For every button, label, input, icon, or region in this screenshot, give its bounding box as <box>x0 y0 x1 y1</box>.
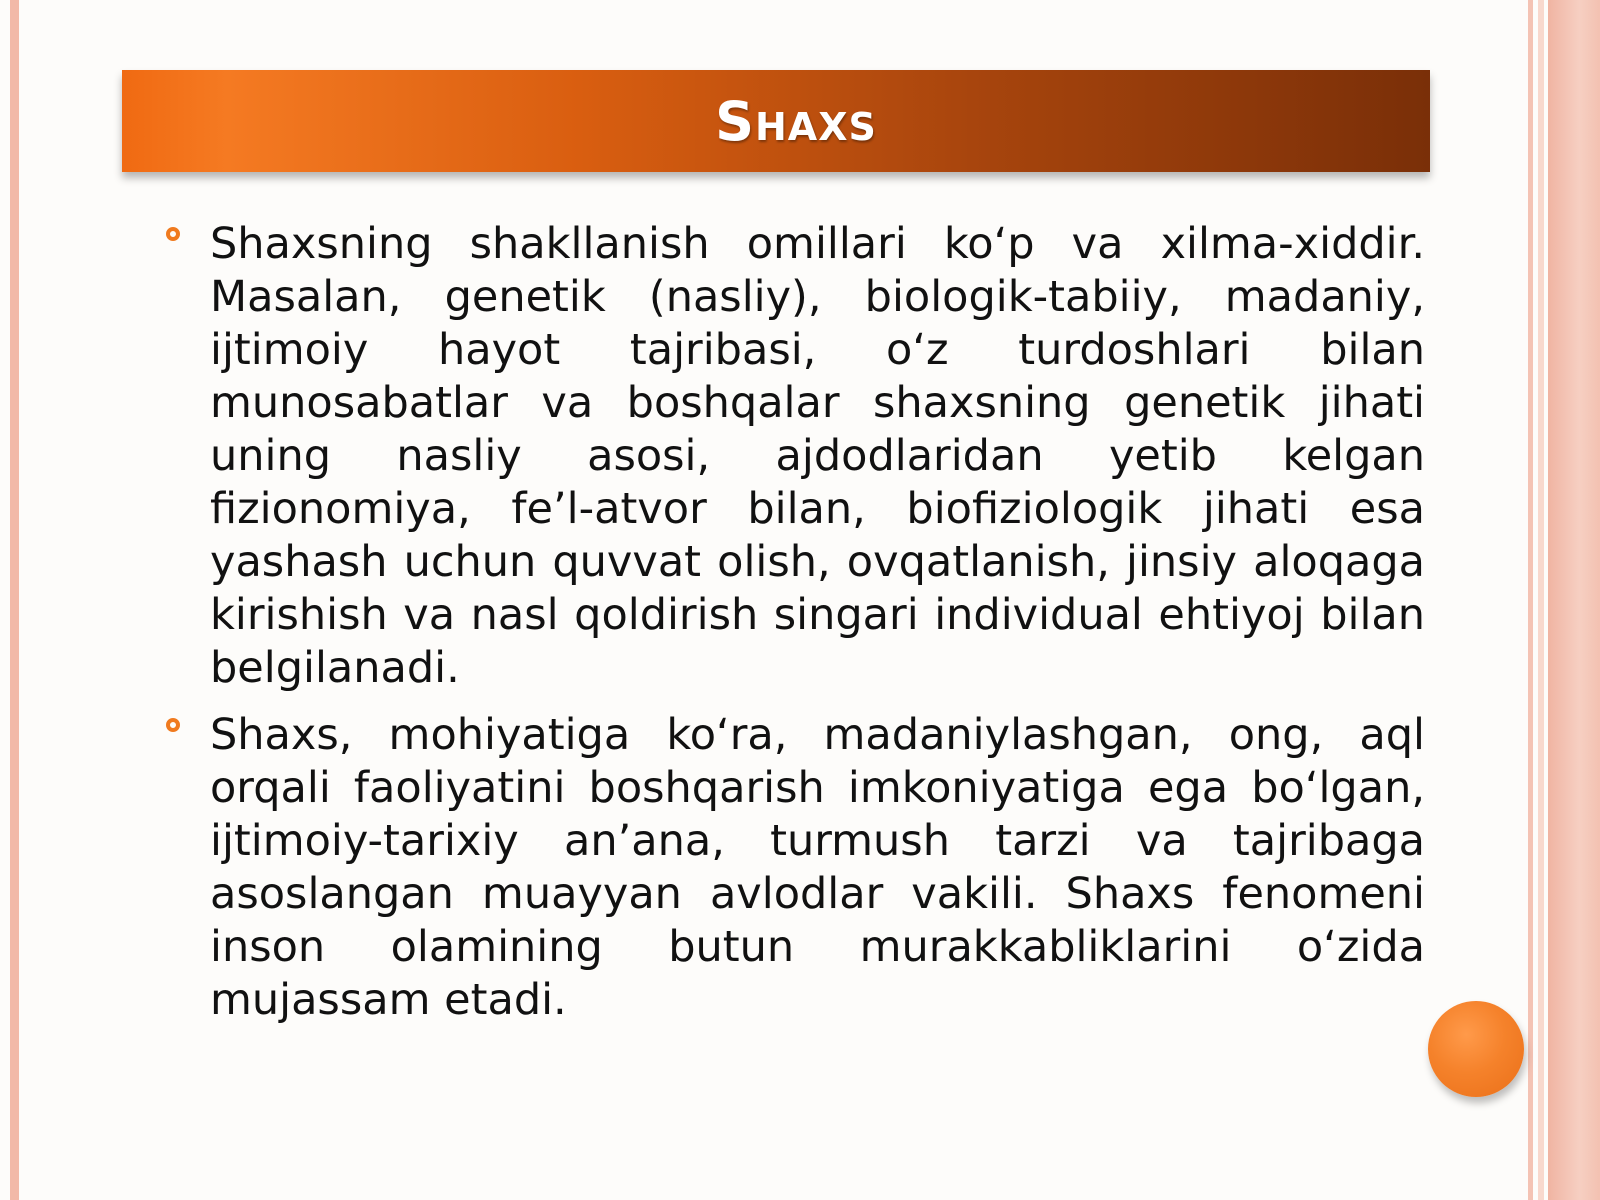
bullet-item <box>160 218 1425 695</box>
slide-body <box>160 218 1425 1041</box>
bullet-text: Shaxsning shakllanish omillari ko‘p va xilma-xiddir. Masalan, genetik (nasliy), biologik-tabiiy, madaniy, ijtimoiy hayot tajribasi, o‘z turdoshlari bilan munosabatlar va boshqalar shaxsning genetik jihati uning nasliy asosi, ajdodlaridan yetib kelgan fizionomiya, fe’l-atvor bilan, biofiziologik jihati esa yashash uchun quvvat olish, ovqatlanish, jinsiy aloqaga kirishish va nasl qoldirish singari individual ehtiyoj bilan belgilanadi. <box>210 219 1425 693</box>
right-border-line-inner <box>1538 0 1544 1200</box>
right-border-line <box>1528 0 1533 1200</box>
slide-title: Shaxs <box>715 89 877 153</box>
decorative-orb <box>1428 1001 1524 1097</box>
left-border-decoration <box>10 0 19 1200</box>
bullet-circle-icon <box>166 718 180 732</box>
right-border-band <box>1548 0 1600 1200</box>
bullet-item <box>160 709 1425 1027</box>
bullet-text: Shaxs, mohiyatiga ko‘ra, madaniylashgan, ong, aql orqali faoliyatini boshqarish imkoniyatiga ega bo‘lgan, ijtimoiy-tarixiy an’ana, turmush tarzi va tajribaga asoslangan muayyan avlodlar vakili. Shaxs fenomeni inson olamining butun murakkabliklarini o‘zida mujassam etadi. <box>210 710 1425 1025</box>
title-bar <box>122 70 1430 172</box>
bullet-circle-icon <box>166 227 180 241</box>
